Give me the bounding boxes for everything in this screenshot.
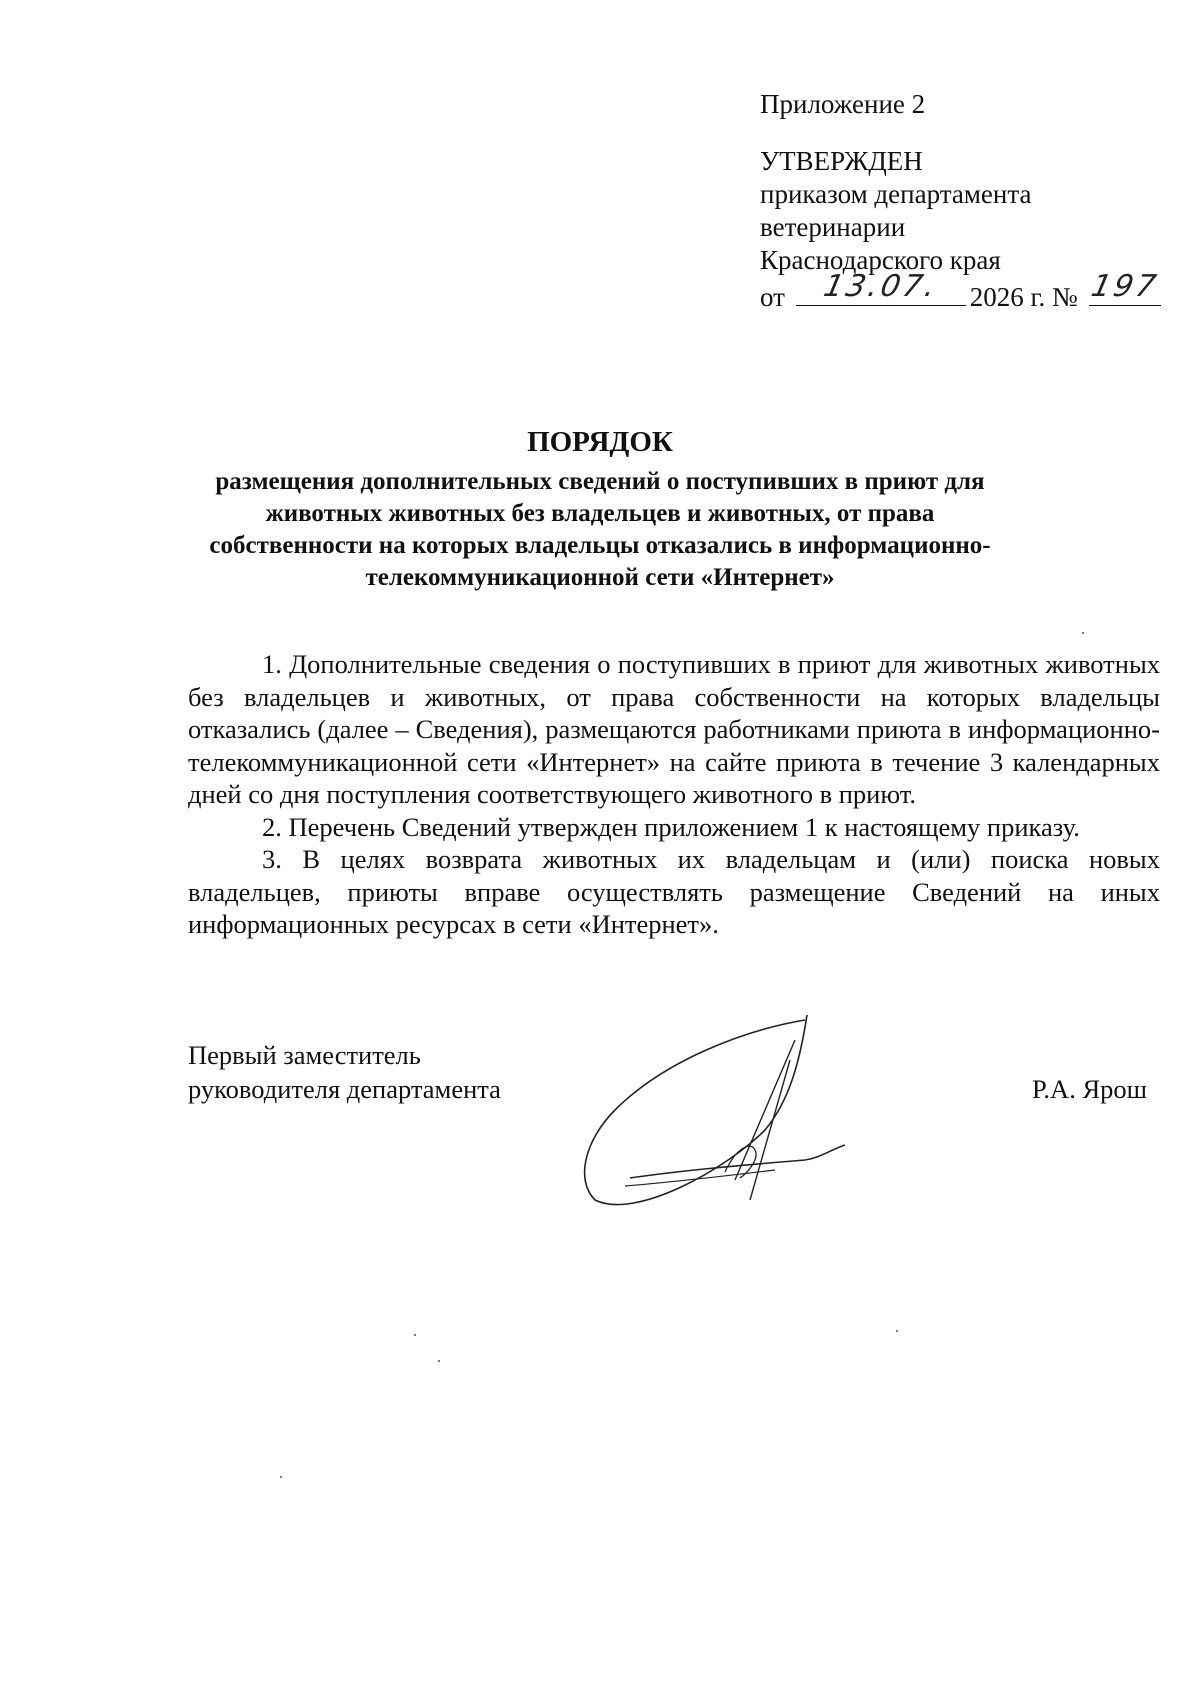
scan-speck [896, 1330, 898, 1332]
appendix-label: Приложение 2 [760, 89, 926, 119]
approval-line-1: приказом департамента [760, 179, 1032, 209]
paragraph-2: 2. Перечень Сведений утвержден приложением 1 к настоящему приказу. [262, 811, 1080, 842]
handwritten-date: 13.07. [820, 269, 942, 304]
scan-speck [280, 1476, 282, 1478]
document-body [188, 648, 1160, 941]
scan-speck [1082, 632, 1084, 634]
signatory-position-line-1: Первый заместитель [188, 1040, 421, 1070]
approval-date-row [760, 269, 1180, 314]
document-title-block [190, 424, 1010, 594]
document-subtitle: размещения дополнительных сведений о поступивших в приют для животных животных без владельцев и животных, от права собственности на которых владельцы отказались в информационно-телекоммуникационной сети «Интернет» [209, 468, 991, 591]
approval-line-3: Краснодарского края [760, 245, 1001, 275]
handwritten-number: 197 [1087, 269, 1162, 304]
scan-speck [438, 1360, 440, 1362]
scan-speck [414, 1334, 416, 1336]
signatory-position [188, 1038, 501, 1106]
year-and-number-label: 2026 г. № [969, 282, 1078, 312]
date-prefix: от [760, 282, 785, 312]
number-fill-line [1087, 269, 1162, 306]
signatory-position-line-2: руководителя департамента [188, 1074, 501, 1104]
paragraph-3: 3. В целях возврата животных их владельцам и (или) поиска новых владельцев, приюты вправе осуществлять размещение Сведений на иных информационных ресурсах в сети «Интернет». [188, 844, 1160, 939]
signatory-name: Р.А. Ярош [1032, 1074, 1148, 1104]
approval-line-2: ветеринарии [760, 212, 906, 242]
handwritten-signature [575, 1000, 875, 1220]
paragraph-1: 1. Дополнительные сведения о поступивших в приют для животных животных без владельцев и животных, от права собственности на которых владельцы отказались (далее – Сведения), размещаются работниками приюта в информационно-телекоммуникационной сети «Интернет» на сайте приюта в течение 3 календарных дней со дня поступления соответствующего животного в приют. [188, 649, 1160, 809]
date-fill-line [796, 269, 966, 306]
approved-heading: УТВЕРЖДЕН [760, 146, 923, 176]
document-title: ПОРЯДОК [527, 426, 673, 458]
approval-stamp-block [760, 88, 1180, 314]
